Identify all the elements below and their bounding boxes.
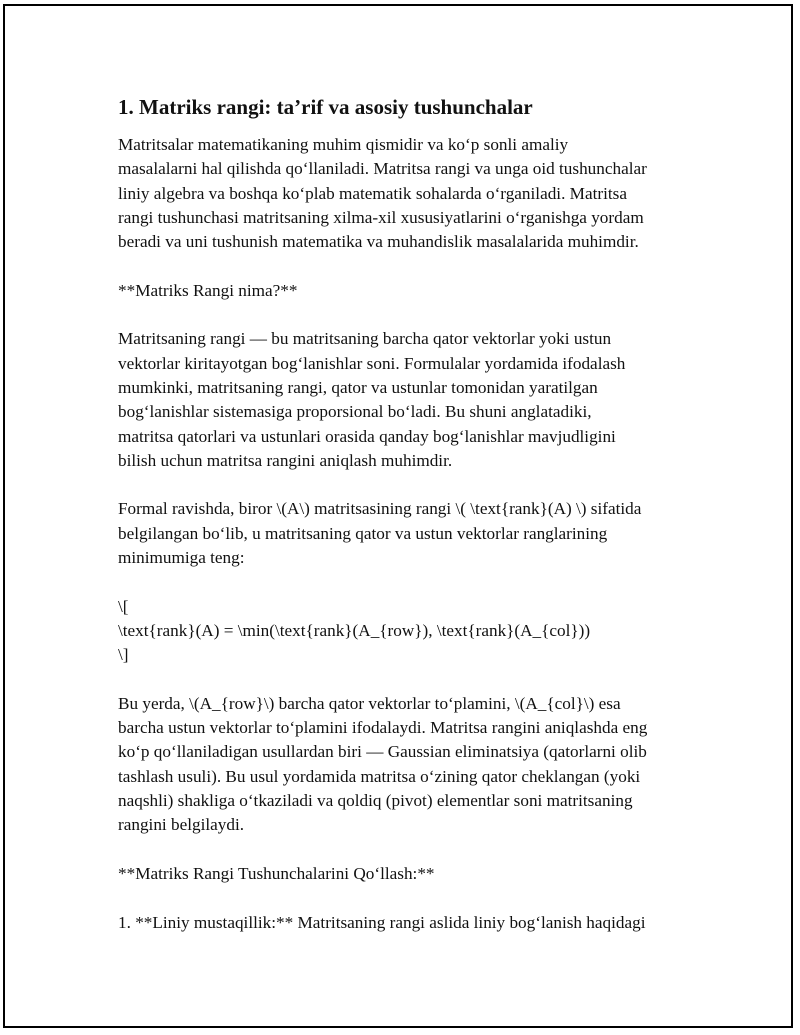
list-item: 1. **Liniy mustaqillik:** Matritsaning rangi aslida liniy bog‘lanish haqidagi [118, 912, 646, 932]
formal-definition-paragraph: Formal ravishda, biror \(A\) matritsasining rangi \( \text{rank}(A) \) sifatida belgilangan bo‘lib, u matritsaning qator va ustun vektorlar ranglarining minimumiga teng: [118, 499, 642, 568]
subheading-what-is-rank: **Matriks Rangi nima?** [118, 280, 298, 300]
rank-formula: \[ \text{rank}(A) = \min(\text{rank}(A_{row}), \text{rank}(A_{col})) \] [118, 596, 591, 665]
subheading-applications: **Matriks Rangi Tushunchalarini Qo‘llash:** [118, 863, 435, 883]
document-body [118, 94, 708, 935]
intro-paragraph: Matritsalar matematikaning muhim qismidir va ko‘p sonli amaliy masalalarni hal qilishda qo‘llaniladi. Matritsa rangi va unga oid tushunchalar liniy algebra va boshqa ko‘plab matematik sohalarda o‘rganiladi. Matritsa rangi tushunchasi matritsaning xilma-xil xususiyatlarini o‘rganishga yordam beradi va uni tushunish matematika va muhandislik masalalarida muhimdir. [118, 135, 647, 252]
definition-paragraph: Matritsaning rangi — bu matritsaning barcha qator vektorlar yoki ustun vektorlar kiritayotgan bog‘lanishlar soni. Formulalar yordamida ifodalash mumkinki, matritsaning rangi, qator va ustunlar tomonidan yaratilgan bog‘lanishlar sistemasiga proporsional bo‘ladi. Bu shuni anglatadiki, matritsa qatorlari va ustunlari orasida qanday bog‘lanishlar mavjudligini bilish uchun matritsa rangini aniqlash muhimdir. [118, 329, 626, 470]
explanation-paragraph: Bu yerda, \(A_{row}\) barcha qator vektorlar to‘plamini, \(A_{col}\) esa barcha ustun vektorlar to‘plamini ifodalaydi. Matritsa rangini aniqlashda eng ko‘p qo‘llaniladigan usullardan biri — Gaussian eliminatsiya (qatorlarni olib tashlash usuli). Bu usul yordamida matritsa o‘zining qator cheklangan (yoki naqshli) shakliga o‘tkaziladi va qoldiq (pivot) elementlar soni matritsaning rangini belgilaydi. [118, 693, 648, 835]
section-heading: 1. Matriks rangi: ta’rif va asosiy tushunchalar [118, 95, 533, 119]
